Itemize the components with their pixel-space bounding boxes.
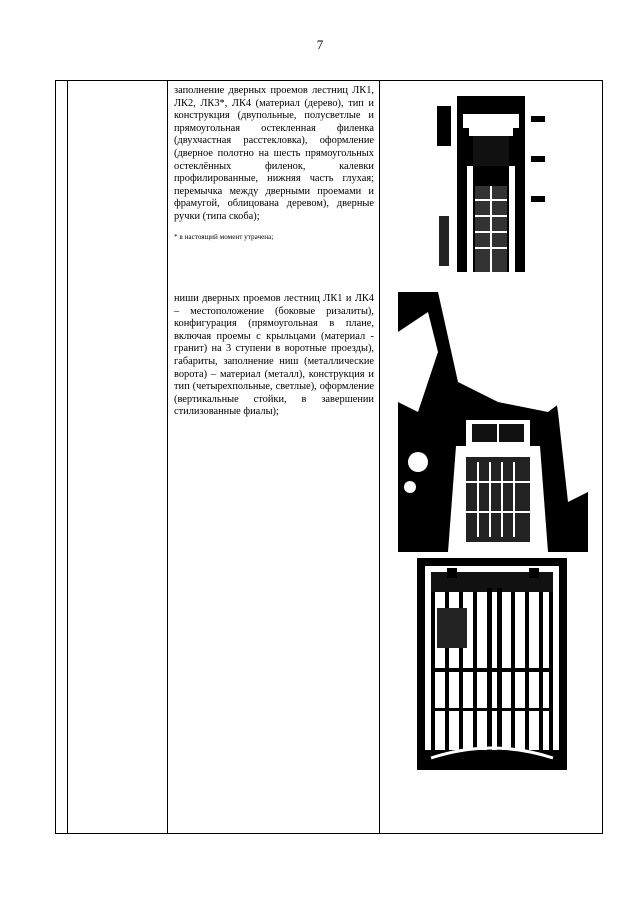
column-divider-1	[67, 81, 68, 833]
description-paragraph-doors: заполнение дверных проемов лестниц ЛК1, ЛК2, ЛК3*, ЛК4 (материал (дерево), тип и конструкция (двупольные, полусветлые и прямоугольная остекленная филенка (двухчастная расстекловка), оформление (дверное полотно на шесть прямоугольных остеклённых филенок, калевки профилированные, нижняя часть глухая; перемычка между дверными проемами и фрамугой, облицована деревом), дверные ручки (типа скоба);	[174, 85, 374, 222]
column-divider-2	[167, 81, 168, 833]
page-number: 7	[316, 37, 324, 52]
footnote: * в настоящий момент утрачена;	[174, 233, 274, 241]
stair-niche-photo	[398, 292, 588, 552]
metal-gate-photo	[417, 558, 567, 770]
description-paragraph-niches: ниши дверных проемов лестниц ЛК1 и ЛК4 – местоположение (боковые ризалиты), конфигурация (прямоугольная в плане, включая проемы с крыльцами (материал - гранит) на 3 ступени в воротные проезды), габариты, заполнение ниш (металлические ворота) – материал (металл), конструкция и тип (четырехпольные, светлые), оформление (вертикальные стойки, в завершении стилизованные фиалы);	[174, 293, 374, 418]
document-table	[55, 80, 603, 834]
doorway-facade-photo	[433, 96, 551, 279]
column-divider-3	[379, 81, 380, 833]
